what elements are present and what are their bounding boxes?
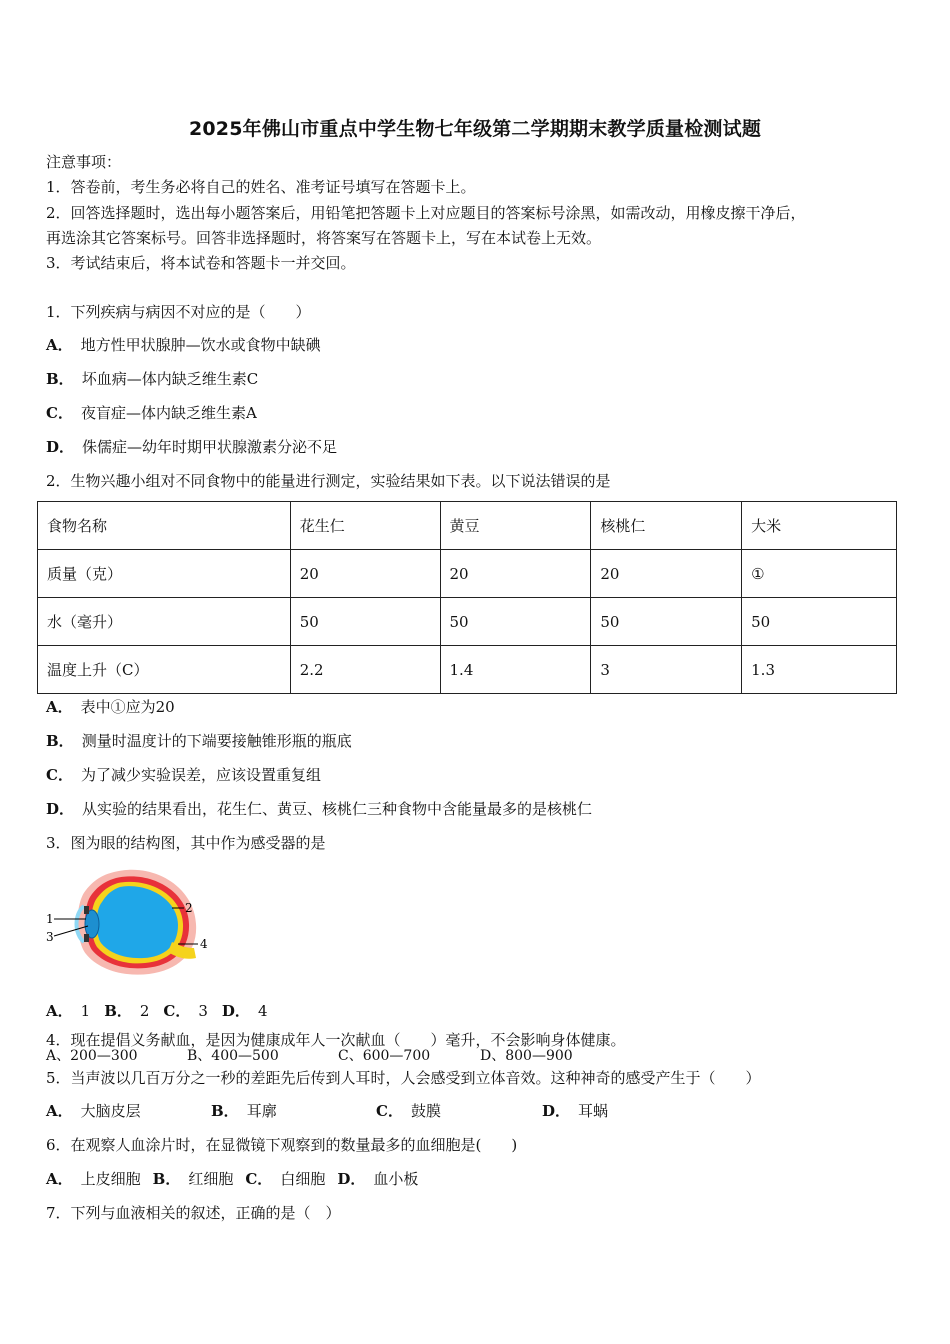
option-text: 侏儒症—幼年时期甲状腺激素分泌不足 [82,438,338,456]
q1-option-c [46,403,257,423]
q3-option-b [104,1001,149,1021]
q6-option-a [46,1169,141,1189]
eye-structure-figure [44,862,214,982]
q2-option-b [46,731,352,751]
option-text: 白细胞 [280,1170,326,1188]
q5-option-a [46,1101,211,1121]
q2-option-c [46,765,321,785]
table-cell: 20 [290,550,440,598]
option-label: A． [46,1002,73,1020]
table-cell: 核桃仁 [591,502,742,550]
option-label: C． [46,766,73,784]
option-text: 3 [198,1002,208,1020]
food-energy-table [37,501,897,694]
option-label: D． [337,1170,366,1188]
table-cell: 黄豆 [440,502,591,550]
table-cell: 质量（克） [38,550,291,598]
option-text: 1 [80,1002,91,1020]
table-cell: 2.2 [290,646,440,694]
table-cell: 20 [440,550,591,598]
option-text: 上皮细胞 [80,1170,141,1188]
q4-options [46,1047,573,1065]
option-label: D． [542,1102,571,1120]
option-label: B． [46,732,74,750]
option-label: A． [46,1170,73,1188]
option-text: 表中①应为20 [80,698,175,716]
option-text: 鼓膜 [410,1102,441,1120]
option-text: 耳蜗 [578,1102,609,1120]
table-cell: 温度上升（C） [38,646,291,694]
option-label: C． [163,1002,191,1020]
option-label: C． [245,1170,273,1188]
table-cell: 水（毫升） [38,598,291,646]
q4-option-b: B、400—500 [187,1048,279,1064]
option-label: D． [46,800,75,818]
option-text: 大脑皮层 [80,1102,141,1120]
option-label: B． [152,1170,181,1188]
option-text: 红细胞 [188,1170,234,1188]
q1-option-a [46,335,321,355]
q6-option-c [245,1169,325,1189]
q3-option-a [46,1001,90,1021]
q4-option-c: C、600—700 [338,1048,431,1064]
table-row [38,502,897,550]
option-label: B． [46,370,74,388]
option-text: 4 [257,1002,268,1020]
option-label: B． [104,1002,132,1020]
q7-stem: 7．下列与血液相关的叙述，正确的是（ ） [46,1204,341,1222]
q6-options [46,1169,418,1189]
option-label: D． [46,438,75,456]
table-row [38,550,897,598]
option-label: A． [46,336,73,354]
q5-option-b [211,1101,376,1121]
table-cell: 大米 [742,502,897,550]
note-item: 2．回答选择题时，选出每小题答案后，用铅笔把答题卡上对应题目的答案标号涂黑，如需改动，用橡皮擦干净后， [46,204,806,222]
option-text: 夜盲症—体内缺乏维生素A [80,404,257,422]
figure-label-1: 1 [46,912,54,926]
q1-option-d [46,437,337,457]
table-cell: 食物名称 [38,502,291,550]
q3-stem: 3．图为眼的结构图，其中作为感受器的是 [46,834,326,852]
table-cell: 3 [591,646,742,694]
q3-option-c [163,1001,208,1021]
table-cell: 花生仁 [290,502,440,550]
q5-option-c [376,1101,542,1121]
q1-stem: 1．下列疾病与病因不对应的是（ ） [46,303,311,321]
option-label: D． [221,1002,250,1020]
table-cell: 50 [742,598,897,646]
option-label: A． [46,698,73,716]
option-label: B． [211,1102,239,1120]
option-text: 测量时温度计的下端要接触锥形瓶的瓶底 [81,732,352,750]
option-label: A． [46,1102,73,1120]
note-item: 3．考试结束后，将本试卷和答题卡一并交回。 [46,254,356,272]
table-cell: 50 [591,598,742,646]
q2-stem: 2．生物兴趣小组对不同食物中的能量进行测定，实验结果如下表。以下说法错误的是 [46,472,611,490]
option-text: 为了减少实验误差，应该设置重复组 [80,766,321,784]
q3-options [46,1001,267,1021]
q5-stem: 5．当声波以几百万分之一秒的差距先后传到人耳时，人会感受到立体音效。这种神奇的感受产生于（ ） [46,1069,761,1087]
q1-option-b [46,369,258,389]
table-cell: 50 [440,598,591,646]
page-title: 2025年佛山市重点中学生物七年级第二学期期末教学质量检测试题 [188,118,762,140]
option-label: C． [376,1102,403,1120]
q6-option-b [153,1169,234,1189]
table-cell: 50 [290,598,440,646]
option-text: 坏血病—体内缺乏维生素C [81,370,259,388]
table-cell: 20 [591,550,742,598]
option-text: 2 [139,1002,150,1020]
figure-label-3: 3 [46,930,54,944]
table-row [38,598,897,646]
q5-option-d [542,1101,608,1121]
table-cell: ① [742,550,897,598]
q6-stem: 6．在观察人血涂片时，在显微镜下观察到的数量最多的血细胞是( ) [46,1136,518,1154]
q2-option-a [46,697,175,717]
table-cell: 1.3 [742,646,897,694]
q6-option-d [337,1169,418,1189]
figure-label-2: 2 [185,901,193,915]
iris-bottom [84,934,89,942]
q5-options [46,1101,608,1121]
q3-option-d [222,1001,268,1021]
option-text: 血小板 [373,1170,419,1188]
q4-stem: 4．现在提倡义务献血，是因为健康成年人一次献血（ ）毫升，不会影响身体健康。 [46,1031,626,1049]
q4-option-a: A、200—300 [46,1048,138,1064]
option-text: 地方性甲状腺肿—饮水或食物中缺碘 [80,336,321,354]
iris-top [84,906,89,914]
q2-option-d [46,799,592,819]
option-label: C． [46,404,73,422]
figure-label-4: 4 [200,937,208,951]
notes-heading: 注意事项： [46,153,122,171]
option-text: 耳廓 [246,1102,277,1120]
option-text: 从实验的结果看出，花生仁、黄豆、核桃仁三种食物中含能量最多的是核桃仁 [82,800,593,818]
note-item: 1．答卷前，考生务必将自己的姓名、准考证号填写在答题卡上。 [46,178,476,196]
table-row [38,646,897,694]
table-cell: 1.4 [440,646,591,694]
lens [85,910,99,938]
note-item: 再选涂其它答案标号。回答非选择题时，将答案写在答题卡上，写在本试卷上无效。 [46,229,602,247]
q4-option-d: D、800—900 [480,1048,573,1064]
